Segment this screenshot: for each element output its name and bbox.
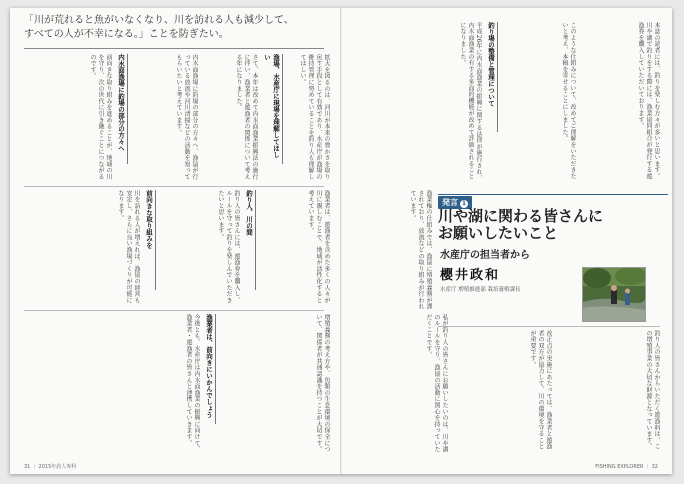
body-column: 私が釣り人の皆さんにお願いしたいのは、川や湖のルールを守り、漁協の活動に関心を持っていただくことです。 [425, 314, 448, 453]
body-column: 平成26年に内水面漁業の振興に関する法律が施行され、内水面漁業の有する多面的機能が改めて評価されることになりました。 [459, 22, 482, 182]
section-subhead: 前向きな取り組みを [144, 190, 156, 290]
body-column: 内水面漁場に釣場の部分の方々へ、漁協が行っている放流や河川清掃などの活動を知ってもらいたいと考えています。 [175, 54, 198, 180]
page-folio-left: 31 ｜ 2015年釣人専科 [24, 464, 77, 470]
author-name: 櫻井政和 [440, 268, 501, 283]
section-subhead: 釣り場の整備と管理について [486, 22, 498, 132]
author-photo [582, 267, 646, 322]
page-folio-right: FISHING EXPLORER ｜ 32 [595, 464, 658, 470]
body-column: 本誌の読者には、釣りを楽しむ方々が多いと思います。川や湖で釣りをする際には、漁業協同組合が発行する遊漁券を購入していただいております。 [637, 22, 660, 180]
right-page [342, 8, 672, 474]
pull-quote-rule [24, 48, 324, 49]
left-page [10, 8, 340, 474]
statement-badge: 発言 1 [438, 196, 472, 209]
body-column: 釣り人の皆さんには、遊漁券を購入し、ルールを守って釣りを楽しんでいただきたいと思います。 [217, 190, 240, 304]
body-column: 拡大を図るのは、河川が本来の豊かさを取り戻す手段として有効であり、水産庁が漁場の維持管理に努めていることを釣り人も理解してほしい。 [299, 54, 330, 180]
title-rule [438, 194, 668, 195]
pull-quote: 「川が荒れると魚がいなくなり、川を訪れる人も減少して、 すべての人が不幸になる。」ことを防ぎたい。 [24, 15, 294, 40]
body-column: 増殖義務の考え方や、魚類の生息環境の保全について、関係者が共通認識を持つことが大切です。 [315, 314, 330, 453]
body-column: さて、本年は改めて内水面漁業振興法の施行に伴い、漁業者と遊漁者の関係について考える年になりました。 [235, 54, 258, 180]
section-subhead: 釣り人、川の間 [244, 190, 256, 290]
article-headline: 川や湖に関わる皆さんに お願いしたいこと [438, 207, 604, 242]
band-divider [438, 326, 660, 327]
article-subtitle: 水産庁の担当者から [440, 250, 530, 261]
author-affiliation: 水産庁 増殖推進部 栽培養殖課長 [440, 287, 521, 293]
body-column: 漁業権の仕組みでは、漁協に増殖義務が課されており、放流などの取り組みが行われています。 [409, 190, 432, 310]
section-subhead: 漁場、水産庁に現場を理解してほしい [262, 54, 283, 164]
section-subhead: 内水面漁場に釣場の部分の方々へ [116, 54, 128, 164]
body-column: このような仕組みについて、改めてご理解をいただきたいと考え、本稿を寄せることにしました。 [561, 22, 576, 180]
section-subhead: 漁業者は、前向きにいかんでしょう [204, 314, 216, 424]
body-column: 川を訪れる人が増えれば、漁協の経営も安定し、さらに良い漁場づくりが可能になります。 [117, 190, 140, 304]
band-divider [24, 310, 324, 311]
body-column: 釣り人の皆さんからいただく遊漁料は、この増殖事業の大切な財源となっています。 [645, 330, 660, 450]
band-divider [24, 186, 324, 187]
body-column: 漁業者は、遊漁者を含めた多くの人々が川に親しむことで、地域が活性化すると考えています。 [307, 190, 330, 304]
statement-number: 1 [461, 200, 467, 207]
body-column: 前向きな取り組みを進めることが、地域の川を守り、次の世代に引き継ぐことにつながるのです。 [89, 54, 112, 180]
body-column: 今後とも、水産庁は内水面漁業の振興に向けて、漁業者・遊漁者の皆さんと連携していきます。 [185, 314, 200, 453]
body-column: 改正点の実施にあたっては、漁業者と遊漁者の双方が協力して、川の環境を守ることが重要です。 [529, 330, 552, 450]
magazine-spread [10, 8, 672, 474]
